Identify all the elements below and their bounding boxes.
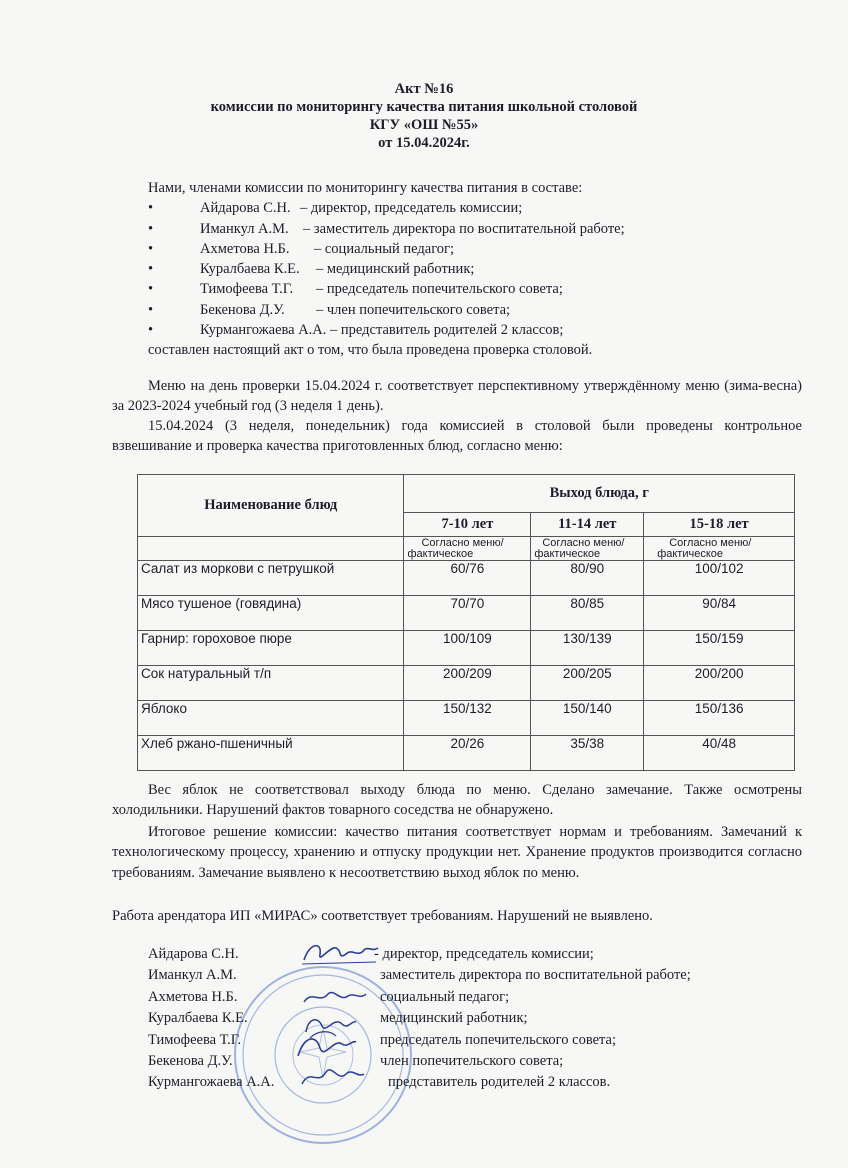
commission-members bbox=[148, 178, 803, 361]
table-row bbox=[138, 701, 795, 736]
table-row bbox=[138, 561, 795, 596]
paragraph-weighing: 15.04.2024 (3 неделя, понедельник) года комиссией в столовой были проведены контрольное взвешивание и проверка качества приготовленных блюд, согласно меню: bbox=[112, 418, 802, 455]
dish-cell: Сок натуральный т/п bbox=[138, 666, 404, 701]
paragraph-tenant: Работа арендатора ИП «МИРАС» соответствует требованиям. Нарушений не выявлено. bbox=[112, 908, 653, 924]
value-cell: 150/136 bbox=[644, 701, 795, 736]
signature-autograph bbox=[300, 936, 380, 970]
value-cell: 100/109 bbox=[404, 631, 531, 666]
dish-cell: Хлеб ржано-пшеничный bbox=[138, 736, 404, 771]
document-header bbox=[0, 80, 848, 152]
signature-autograph bbox=[296, 1060, 366, 1094]
sub-header: Согласно меню/ фактическое bbox=[404, 537, 531, 561]
value-cell: 80/90 bbox=[531, 561, 644, 596]
age-header: 11-14 лет bbox=[531, 513, 644, 537]
value-cell: 150/132 bbox=[404, 701, 531, 736]
signature-autograph bbox=[300, 984, 370, 1010]
intro-line: Нами, членами комиссии по мониторингу качества питания в составе: bbox=[148, 180, 583, 196]
empty-cell bbox=[138, 537, 404, 561]
value-cell: 200/209 bbox=[404, 666, 531, 701]
member-row: • Иманкул А.М. – заместитель директора по воспитательной работе; bbox=[148, 220, 625, 237]
table-row bbox=[138, 736, 795, 771]
table-row bbox=[138, 666, 795, 701]
value-cell: 130/139 bbox=[531, 631, 644, 666]
member-row: • Бекенова Д.У. – член попечительского совета; bbox=[148, 301, 511, 318]
compiled-line: составлен настоящий акт о том, что была проведена проверка столовой. bbox=[148, 342, 593, 359]
value-cell: 80/85 bbox=[531, 596, 644, 631]
sub-header: Согласно меню/ фактическое bbox=[531, 537, 644, 561]
col-dish-header: Наименование блюд bbox=[138, 475, 404, 537]
member-row: • Курмангожаева А.А. – представитель родителей 2 классов; bbox=[148, 322, 564, 339]
value-cell: 200/205 bbox=[531, 666, 644, 701]
document-page: Акт №16 комиссии по мониторингу качества питания школьной столовой КГУ «ОШ №55» от 15.04.2024г. Нами, членами комиссии по мониторингу качества питания в составе: • Айдарова С.Н. – директор, председатель комиссии; • Иманкул А.М. – заместитель директора по воспитательной работе; • Ахметова Н.Б. – социальный педагог; • Куралбаева К.Е. – медицинский работник; • Тимофеева Т.Г. – председатель попечительского совета; • Бекенова Д.У. – член попечительского совета; • Курмангожаева А.А. – представитель родителей 2 классов; составлен настоящий акт о том, что была проведена проверка столовой. Меню на день проверки 15.04.2024 г. соответствует перспективному утверждённому меню (зима-весна) за 2023-2024 учебный год (3 неделя 1 день). 15.04.2024 (3 неделя, понедельник) года комиссией в столовой были проведены контрольное взвешивание и проверка качества приготовленных блюд, согласно меню: Наименование блюд Выход блюда, г 7-10 лет 11-14 лет 15-18 лет Согласно меню/ фактическое Согласно меню/ фактическое Согласно меню/ фактическое Салат из моркови с петрушкой 60/76 80/90 100/102 Мясо тушеное (говядина) 70/70 80/85 90/84 Гарнир: гороховое пюре 100/109 130/139 150/159 Сок натуральный т/п 200/209 200/205 200/200 Яблоко 150/132 150/140 150/136 Хлеб ржано-пшеничный 20/26 35/38 40/48 Вес яблок не соответствовал выходу блюда по меню. Сделано замечание. Также осмотрены холодильники. Нарушений фактов товарного соседства не обнаружено. Итоговое решение комиссии: качество питания соответствует нормам и требованиям. Замечаний к технологическому процессу, хранению и отпуску продукции нет. Хранение продуктов производится согласно требованиям. Замечание выявлено к несоответствию выход яблок по меню. Работа арендатора ИП «МИРАС» соответствует требованиям. Нарушений не выявлено. Айдарова С.Н. - директор, председатель комиссии; Иманкул А.М. заместитель директора по воспитательной работе; Ахметова Н.Б. социальный педагог; Куралбаева К.Е. медицинский работник; Тимофеева Т.Г. председатель попечительского совета; Бекенова Д.У. член попечительского совета; Курмангожаева А.А. представитель родителей 2 классов. bbox=[0, 0, 848, 1168]
act-date: от 15.04.2024г. bbox=[378, 135, 470, 151]
dish-cell: Салат из моркови с петрушкой bbox=[138, 561, 404, 596]
sub-header: Согласно меню/ фактическое bbox=[644, 537, 795, 561]
value-cell: 70/70 bbox=[404, 596, 531, 631]
member-row: • Тимофеева Т.Г. – председатель попечительского совета; bbox=[148, 281, 563, 298]
value-cell: 100/102 bbox=[644, 561, 795, 596]
paragraph-menu: Меню на день проверки 15.04.2024 г. соответствует перспективному утверждённому меню (зима-весна) за 2023-2024 учебный год (3 неделя 1 день). bbox=[112, 378, 802, 415]
member-row: • Айдарова С.Н. – директор, председатель комиссии; bbox=[148, 200, 523, 217]
value-cell: 40/48 bbox=[644, 736, 795, 771]
menu-output-table bbox=[137, 474, 795, 771]
table-row bbox=[138, 596, 795, 631]
dish-cell: Яблоко bbox=[138, 701, 404, 736]
value-cell: 20/26 bbox=[404, 736, 531, 771]
dish-cell: Гарнир: гороховое пюре bbox=[138, 631, 404, 666]
act-subject: комиссии по мониторингу качества питания школьной столовой bbox=[210, 99, 638, 115]
school-name: КГУ «ОШ №55» bbox=[369, 117, 479, 133]
age-header: 15-18 лет bbox=[644, 513, 795, 537]
value-cell: 35/38 bbox=[531, 736, 644, 771]
act-number: Акт №16 bbox=[394, 81, 454, 97]
member-row: • Куралбаева К.Е. – медицинский работник; bbox=[148, 261, 475, 278]
value-cell: 200/200 bbox=[644, 666, 795, 701]
value-cell: 150/140 bbox=[531, 701, 644, 736]
table-row bbox=[138, 631, 795, 666]
value-cell: 60/76 bbox=[404, 561, 531, 596]
dish-cell: Мясо тушеное (говядина) bbox=[138, 596, 404, 631]
age-header: 7-10 лет bbox=[404, 513, 531, 537]
member-row: • Ахметова Н.Б. – социальный педагог; bbox=[148, 240, 455, 257]
paragraph-apples: Вес яблок не соответствовал выходу блюда по меню. Сделано замечание. Также осмотрены холодильники. Нарушений фактов товарного соседства не обнаружено. bbox=[112, 782, 802, 819]
col-output-header: Выход блюда, г bbox=[404, 475, 795, 513]
value-cell: 150/159 bbox=[644, 631, 795, 666]
paragraph-decision: Итоговое решение комиссии: качество питания соответствует нормам и требованиям. Замечаний к технологическому процессу, хранению и отпуску продукции нет. Хранение продуктов производится согласно требованиям. Замечание выявлено к несоответствию выход яблок по меню. bbox=[112, 824, 802, 881]
value-cell: 90/84 bbox=[644, 596, 795, 631]
